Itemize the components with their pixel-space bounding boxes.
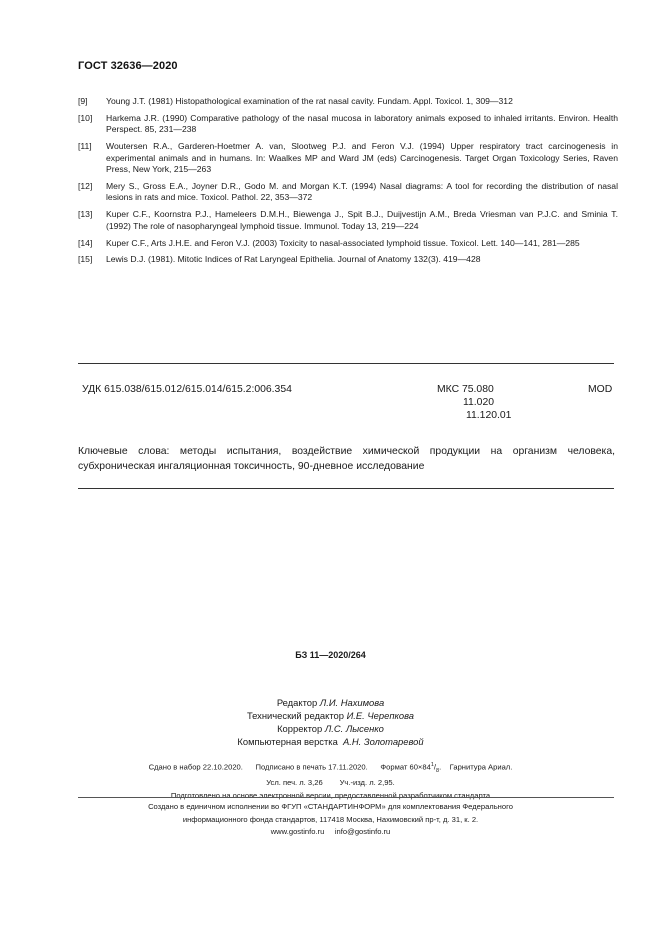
reference-text: Lewis D.J. (1981). Mitotic Indices of Rat Laryngeal Epithelia. Journal of Anatomy 132(3). 419—428: [106, 254, 481, 265]
footer-line-1: Создано в единичном исполнении во ФГУП «СТАНДАРТИНФОРМ» для комплектования Федерального: [148, 802, 513, 811]
font-info: Гарнитура Ариал.: [449, 762, 513, 772]
reference-text: Kuper C.F., Arts J.H.E. and Feron V.J. (2003) Toxicity to nasal-associated lymphoid tissue. Toxicol. Lett. 140—141, 281—285: [106, 237, 580, 248]
reference-number: [12]: [78, 180, 93, 191]
prepared-note: Подготовлено на основе электронной версии, предоставленной разработчиком стандарта: [170, 790, 491, 800]
format-sup: 1: [430, 762, 434, 768]
mks-code: МКС 75.080: [437, 384, 494, 395]
usl-info: Усл. печ. л. 3,26: [266, 778, 323, 788]
reference-text: Young J.T. (1981) Histopathological examination of the rat nasal cavity. Fundam. Appl. Toxicol. 1, 309—312: [106, 96, 513, 106]
reference-item: [78, 254, 618, 265]
layout-label: Компьютерная верстка: [237, 736, 338, 747]
sent-date: Сдано в набор 22.10.2020.: [148, 762, 243, 772]
layout-line: [0, 735, 661, 748]
editor-name: Л.И. Нахимова: [319, 697, 385, 708]
mks-code-3: 11.120.01: [466, 410, 512, 421]
reference-text: Kuper C.F., Koornstra P.J., Hameleers D.M.H., Biewenga J., Spit B.J., Duijvestijn A.M., Breda Vriesman van P.J.C. and Sminia T. (1992) The role of nasopharyngeal lymphoid tissue. Immunol. Today 13, 219—224: [106, 209, 618, 231]
uch-info: Уч.-изд. л. 2,95.: [339, 778, 395, 788]
reference-text: Harkema J.R. (1990) Comparative pathology of the nasal mucosa in laboratory animals exposed to inhaled irritants. Environ. Health Perspect. 85, 231—238: [106, 112, 618, 135]
reference-item: [78, 181, 618, 204]
reference-number: [10]: [78, 112, 93, 123]
editor-line: [0, 696, 661, 709]
website-link[interactable]: www.gostinfo.ru: [270, 827, 325, 837]
references-list: [78, 96, 618, 271]
tech-editor-label: Технический редактор: [246, 710, 344, 721]
bz-code: БЗ 11—2020/264: [295, 650, 366, 660]
reference-number: [13]: [78, 209, 93, 220]
divider-footer: [78, 797, 614, 798]
mks-code-2: 11.020: [463, 397, 495, 408]
publication-line-1: Сдано в набор 22.10.2020. Подписано в печать 17.11.2020. Формат $60\times 84^1/_8$. Гарнитура Ариал.: [148, 762, 513, 775]
editor-label: Редактор: [276, 697, 318, 708]
email-link[interactable]: info@gostinfo.ru: [334, 827, 391, 837]
divider-top: [78, 363, 614, 364]
reference-item: [78, 141, 618, 175]
footer-line-3: [0, 826, 661, 839]
divider-bottom: [78, 488, 614, 489]
publication-info: [0, 759, 661, 802]
corrector-line: [0, 722, 661, 735]
footer-info: [0, 801, 661, 839]
tech-editor-line: [0, 709, 661, 722]
reference-number: [14]: [78, 237, 93, 248]
reference-number: [15]: [78, 254, 93, 265]
format-prefix: Формат 60×84: [380, 762, 431, 772]
mod-label: MOD: [588, 384, 613, 395]
reference-item: [78, 238, 618, 249]
keywords-text: Ключевые слова: методы испытания, воздействие химической продукции на организм человека, субхроническая ингаляционная токсичность, 90-дневное исследование: [78, 446, 615, 472]
format-sub: 8: [436, 768, 440, 775]
publication-line-2: [0, 777, 661, 789]
corrector-label: Корректор: [277, 723, 323, 734]
reference-number: [11]: [78, 141, 92, 152]
reference-text: Woutersen R.A., Garderen-Hoetmer A. van, Slootweg P.J. and Feron V.J. (1994) Upper respiratory tract carcinogenesis in experimental animals and in humans. In: Waalkes MP and Ward JM (eds) Carcinogenesis. Target Organ Toxicology Series, Raven Press, New York, 215—263: [106, 141, 618, 175]
footer-line-2: информационного фонда стандартов, 117418 Москва, Нахимовский пр-т, д. 31, к. 2.: [182, 814, 479, 824]
tech-editor-name: И.Е. Черепкова: [346, 710, 415, 721]
reference-item: [78, 209, 618, 232]
udk-code: УДК 615.038/615.012/615.014/615.2:006.354: [82, 384, 292, 395]
layout-name: А.Н. Золотаревой: [343, 736, 424, 747]
reference-number: [9]: [78, 96, 88, 106]
signed-date: Подписано в печать 17.11.2020.: [255, 762, 368, 772]
reference-item: [78, 96, 618, 107]
corrector-name: Л.С. Лысенко: [324, 723, 384, 734]
editors-block: [0, 696, 661, 748]
reference-item: [78, 113, 618, 136]
document-header: ГОСТ 32636—2020: [78, 60, 178, 72]
reference-text: Mery S., Gross E.A., Joyner D.R., Godo M. and Morgan K.T. (1994) Nasal diagrams: A tool for recording the distribution of nasal lesions in rats and mice. Toxicol. Pathol. 22, 353—372: [106, 180, 618, 203]
